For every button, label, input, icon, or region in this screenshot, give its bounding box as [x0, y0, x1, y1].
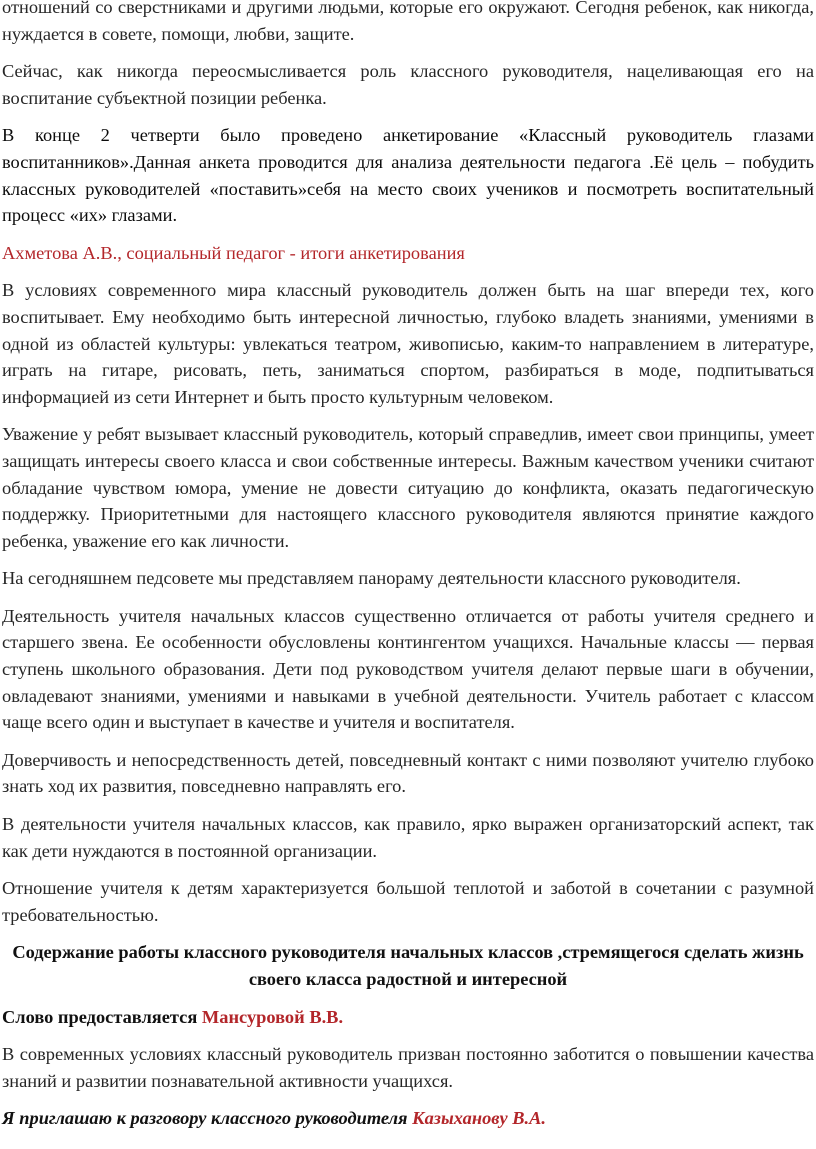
invite-line [2, 1105, 814, 1132]
paragraph-attitude: Отношение учителя к детям характеризуется большой теплотой и заботой в сочетании с разумной требовательностью. [2, 878, 814, 925]
invite-prefix: Я приглашаю к разговору классного руководителя [2, 1108, 413, 1129]
invite-name-kazykhanova: Казыханову В.А. [412, 1108, 546, 1129]
paragraph-panorama: На сегодняшнем педсовете мы представляем панораму деятельности классного руководителя. [2, 568, 741, 589]
paragraph-respect: Уважение у ребят вызывает классный руководитель, который справедлив, имеет свои принципы, умеет защищать интересы своего класса и свои собственные интересы. Важным качеством ученики считают обладание чувством юмора, умение не довести ситуацию до конфликта, оказать педагогическую поддержку. Приоритетными для настоящего классного руководителя являются принятие каждого ребенка, уважение его как личности. [2, 424, 814, 551]
section-heading: Содержание работы классного руководителя начальных классов ,стремящегося сделать жизнь своего класса радостной и интересной [12, 942, 804, 989]
paragraph-modern-conditions: В современных условиях классный руководитель призван постоянно заботится о повышении качества знаний и развитии познавательной активности учащихся. [2, 1044, 814, 1091]
paragraph-survey: В конце 2 четверти было проведено анкетирование «Классный руководитель глазами воспитанников».Данная анкета проводится для анализа деятельности педагога .Её цель – побудить классных руководителей «поставить»себя на место своих учеников и посмотреть воспитательный процесс «их» глазами. [2, 125, 814, 226]
speaker-name-mansurova: Мансуровой В.В. [201, 1006, 344, 1027]
speaker-prefix: Слово предоставляется [2, 1006, 202, 1027]
paragraph-intro: отношений со сверстниками и другими людьми, которые его окружают. Сегодня ребенок, как никогда, нуждается в совете, помощи, любви, защите. [2, 0, 814, 44]
speaker-mansurova-line [2, 1004, 814, 1031]
paragraph-trust: Доверчивость и непосредственность детей, повседневный контакт с ними позволяют учителю глубоко знать ход их развития, повседневно направлять его. [2, 749, 814, 797]
paragraph-organization: В деятельности учителя начальных классов, как правило, ярко выражен организаторский аспект, так как дети нуждаются в постоянной организации. [2, 814, 814, 861]
paragraph-primary-teacher: Деятельность учителя начальных классов существенно отличается от работы учителя среднего и старшего звена. Ее особенности обусловлены контингентом учащихся. Начальные классы — первая ступень школьного образования. Дети под руководством учителя делают первые шаги в обучении, овладевают знаниями, умениями и навыками в учебной деятельности. Учитель работает с классом чаще всего один и выступает в качестве и учителя и воспитателя. [2, 605, 814, 733]
speaker-akhmetova: Ахметова А.В., социальный педагог - итоги анкетирования [2, 242, 465, 263]
paragraph-role: Сейчас, как никогда переосмысливается роль классного руководителя, нацеливающая его на воспитание субъектной позиции ребенка. [2, 61, 814, 108]
paragraph-modern-world: В условиях современного мира классный руководитель должен быть на шаг впереди тех, кого воспитывает. Ему необходимо быть интересной личностью, глубоко владеть знаниями, умениями в одной из областей культуры: увлекаться театром, живописью, каким-то направлением в литературе, играть на гитаре, рисовать, петь, заниматься спортом, разбираться в моде, подпитываться информацией из сети Интернет и быть просто культурным человеком. [2, 280, 814, 407]
